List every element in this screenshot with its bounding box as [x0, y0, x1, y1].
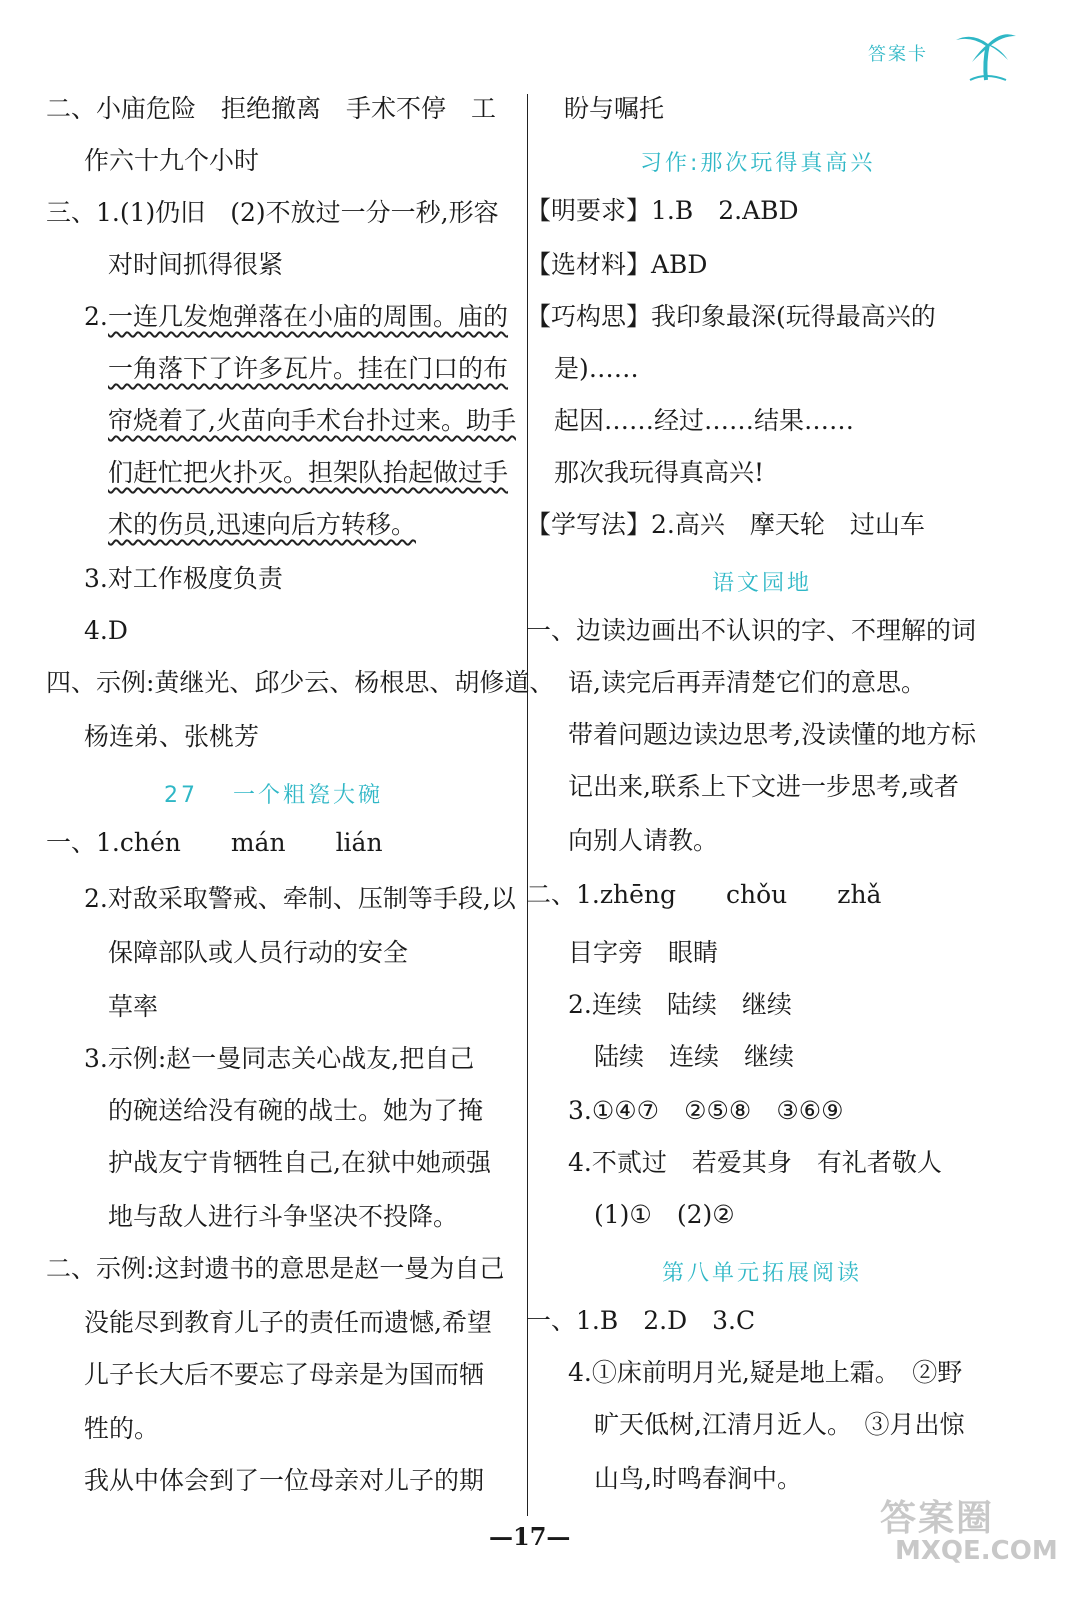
answer-line: 2.对敌采取警戒、牵制、压制等手段,以	[84, 884, 516, 913]
answer-line: 二、1.zhēng chǒu zhǎ	[526, 880, 882, 909]
answer-line: 4.D	[84, 616, 128, 645]
answer-line: 术的伤员,迅速向后方转移。	[108, 510, 416, 539]
answer-line: 一角落下了许多瓦片。挂在门口的布	[108, 354, 509, 383]
answer-line: 山鸟,时鸣春涧中。	[594, 1464, 802, 1493]
answer-line: 3.对工作极度负责	[84, 564, 283, 593]
answer-line: 旷天低树,江清月近人。 ③月出惊	[594, 1410, 965, 1439]
answer-line: 2.	[84, 302, 108, 331]
answer-line: 【巧构思】我印象最深(玩得最高兴的	[526, 302, 936, 331]
answer-line: 保障部队或人员行动的安全	[108, 938, 409, 967]
answer-line: 四、示例:黄继光、邱少云、杨根思、胡修道、	[46, 668, 555, 697]
watermark-logo: 答案圈	[880, 1498, 995, 1539]
answer-line: 一、1.B 2.D 3.C	[526, 1306, 756, 1335]
answer-line: 三、1.(1)仍旧 (2)不放过一分一秒,形容	[46, 198, 499, 227]
section-heading: 习作:那次玩得真高兴	[640, 151, 876, 176]
palm-tree-icon	[950, 26, 1020, 82]
answer-line: 2.连续 陆续 继续	[568, 990, 792, 1019]
answer-line: 地与敌人进行斗争坚决不投降。	[108, 1202, 459, 1231]
answer-line: 一连几发炮弹落在小庙的周围。庙的	[108, 302, 509, 331]
answer-line: (1)① (2)②	[594, 1200, 735, 1229]
answer-line: 二、小庙危险 拒绝撤离 手术不停 工	[46, 94, 497, 123]
answer-line: 记出来,联系上下文进一步思考,或者	[568, 772, 959, 801]
answer-line: 是)……	[554, 354, 639, 383]
answer-line: 盼与嘱托	[564, 94, 665, 123]
answer-line: 4.①床前明月光,疑是地上霜。 ②野	[568, 1358, 963, 1387]
answer-line: 儿子长大后不要忘了母亲是为国而牺	[84, 1360, 485, 1389]
answer-line: 帘烧着了,火苗向手术台扑过来。助手	[108, 406, 516, 435]
answer-line: 我从中体会到了一位母亲对儿子的期	[84, 1466, 485, 1495]
answer-line: 向别人请教。	[568, 826, 719, 855]
section-heading: 第八单元拓展阅读	[662, 1261, 863, 1286]
answer-line: 牲的。	[84, 1414, 160, 1443]
answer-line: 那次我玩得真高兴!	[554, 458, 765, 487]
section-heading: 27 一个粗瓷大碗	[164, 783, 383, 808]
watermark-url: MXQE.COM	[895, 1536, 1058, 1566]
answer-line: 对时间抓得很紧	[108, 250, 284, 279]
page-number: —17—	[489, 1522, 571, 1551]
answer-line: 【学写法】2.高兴 摩天轮 过山车	[526, 510, 925, 539]
answer-line: 陆续 连续 继续	[594, 1042, 795, 1071]
answer-line: 们赶忙把火扑灭。担架队抬起做过手	[108, 458, 509, 487]
answer-line: 一、边读边画出不认识的字、不理解的词	[526, 616, 977, 645]
answer-line: 草率	[108, 992, 159, 1021]
answer-line: 【明要求】1.B 2.ABD	[526, 196, 799, 225]
answer-line: 语,读完后再弄清楚它们的意思。	[568, 668, 926, 697]
answer-line: 起因……经过……结果……	[554, 406, 855, 435]
answer-line: 作六十九个小时	[84, 146, 260, 175]
answer-line: 护战友宁肯牺牲自己,在狱中她顽强	[108, 1148, 491, 1177]
answer-line: 目字旁 眼睛	[568, 938, 719, 967]
answer-line: 4.不贰过 若爱其身 有礼者敬人	[568, 1148, 942, 1177]
answer-line: 【选材料】ABD	[526, 250, 708, 279]
section-heading: 语文园地	[712, 571, 813, 596]
answer-line: 带着问题边读边思考,没读懂的地方标	[568, 720, 976, 749]
header-label: 答案卡	[868, 44, 928, 65]
answer-line: 一、1.chén mán lián	[46, 828, 383, 857]
answer-line: 没能尽到教育儿子的责任而遗憾,希望	[84, 1308, 492, 1337]
answer-line: 二、示例:这封遗书的意思是赵一曼为自己	[46, 1254, 505, 1283]
answer-line: 杨连弟、张桃芳	[84, 722, 260, 751]
answer-line: 3.示例:赵一曼同志关心战友,把自己	[84, 1044, 475, 1073]
answer-line: 3.①④⑦ ②⑤⑧ ③⑥⑨	[568, 1096, 844, 1125]
answer-line: 的碗送给没有碗的战士。她为了掩	[108, 1096, 484, 1125]
